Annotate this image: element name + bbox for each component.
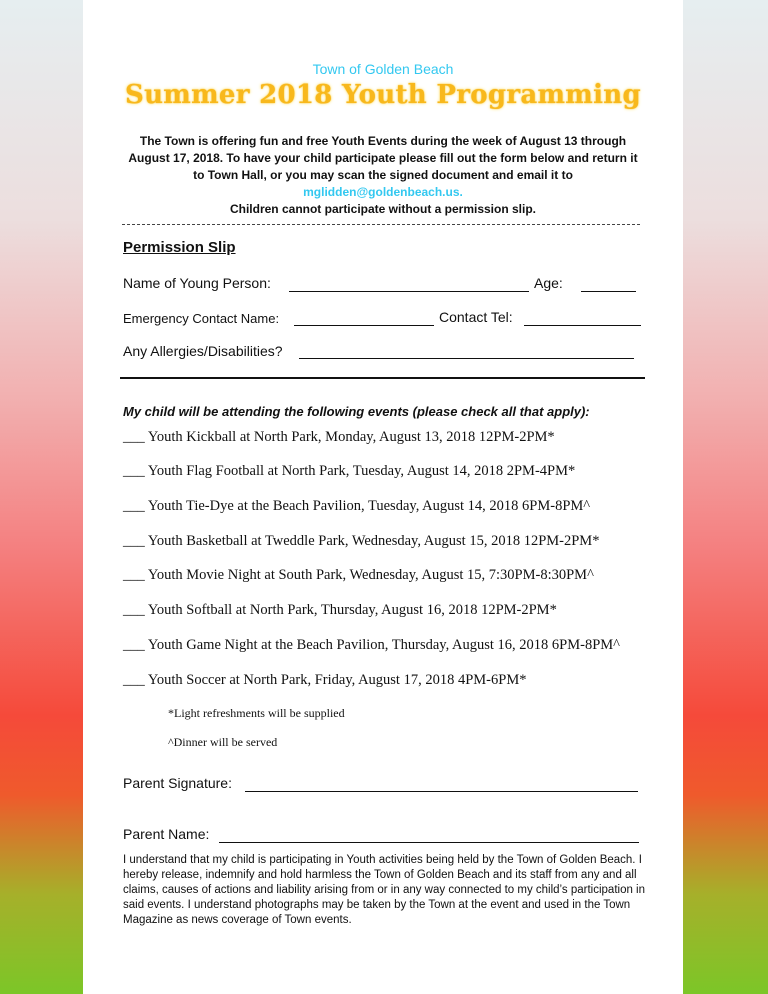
contact-tel-field[interactable] — [524, 325, 641, 326]
event-tie-dye[interactable]: ___ Youth Tie-Dye at the Beach Pavilion, Tuesday, August 14, 2018 6PM-8PM^ — [123, 498, 591, 514]
name-field[interactable] — [289, 291, 529, 292]
event-softball[interactable]: ___ Youth Softball at North Park, Thursday, August 16, 2018 12PM-2PM* — [123, 602, 557, 618]
permission-slip-title: Permission Slip — [123, 239, 236, 256]
parent-name-field[interactable] — [219, 842, 639, 843]
age-label: Age: — [534, 275, 563, 291]
flyer-title: Summer 2018 Youth Programming — [125, 80, 641, 110]
contact-email[interactable]: mglidden@goldenbeach.us. — [303, 185, 463, 199]
contact-tel-label: Contact Tel: — [439, 309, 513, 325]
age-field[interactable] — [581, 291, 636, 292]
event-kickball[interactable]: ___ Youth Kickball at North Park, Monday, August 13, 2018 12PM-2PM* — [123, 429, 555, 445]
events-instructions: My child will be attending the following events (please check all that apply): — [123, 404, 590, 419]
allergies-extra-line[interactable] — [120, 377, 645, 379]
refreshments-note: *Light refreshments will be supplied — [168, 706, 345, 720]
name-label: Name of Young Person: — [123, 275, 271, 291]
event-soccer[interactable]: ___ Youth Soccer at North Park, Friday, August 17, 2018 4PM-6PM* — [123, 672, 527, 688]
dinner-note: ^Dinner will be served — [168, 735, 278, 749]
permission-requirement: Children cannot participate without a permission slip. — [229, 202, 537, 216]
liability-disclaimer: I understand that my child is participating in Youth activities being held by the Town of Golden Beach. I hereby release, indemnify and hold harmless the Town of Golden Beach and its staff from any and all claims, causes of actions and liability arising from or in any way connected to my child’s participation in said events. I understand photographs may be taken by the Town at the event and used in the Town Magazine as news coverage of Town events. — [123, 854, 646, 926]
town-name: Town of Golden Beach — [312, 61, 454, 77]
event-movie-night[interactable]: ___ Youth Movie Night at South Park, Wednesday, August 15, 7:30PM-8:30PM^ — [123, 567, 594, 583]
intro-text: The Town is offering fun and free Youth Events during the week of August 13 through August 17, 2018. To have your child participate please fill out the form below and return it to Town Hall, or you may scan the signed document and email it to — [128, 134, 638, 182]
emergency-contact-field[interactable] — [294, 325, 434, 326]
parent-signature-label: Parent Signature: — [123, 775, 232, 791]
flyer-page — [83, 0, 683, 994]
event-flag-football[interactable]: ___ Youth Flag Football at North Park, Tuesday, August 14, 2018 2PM-4PM* — [123, 463, 576, 479]
emergency-contact-label: Emergency Contact Name: — [123, 311, 280, 326]
intro-paragraph — [123, 133, 643, 218]
name-age-row — [123, 275, 271, 291]
event-basketball[interactable]: ___ Youth Basketball at Tweddle Park, Wednesday, August 15, 2018 12PM-2PM* — [123, 533, 600, 549]
parent-name-label: Parent Name: — [123, 826, 210, 842]
parent-signature-field[interactable] — [245, 791, 638, 792]
event-game-night[interactable]: ___ Youth Game Night at the Beach Pavilion, Thursday, August 16, 2018 6PM-8PM^ — [123, 637, 620, 653]
allergies-label: Any Allergies/Disabilities? — [123, 343, 283, 359]
allergies-field[interactable] — [299, 358, 634, 359]
cut-line-divider — [122, 224, 640, 225]
